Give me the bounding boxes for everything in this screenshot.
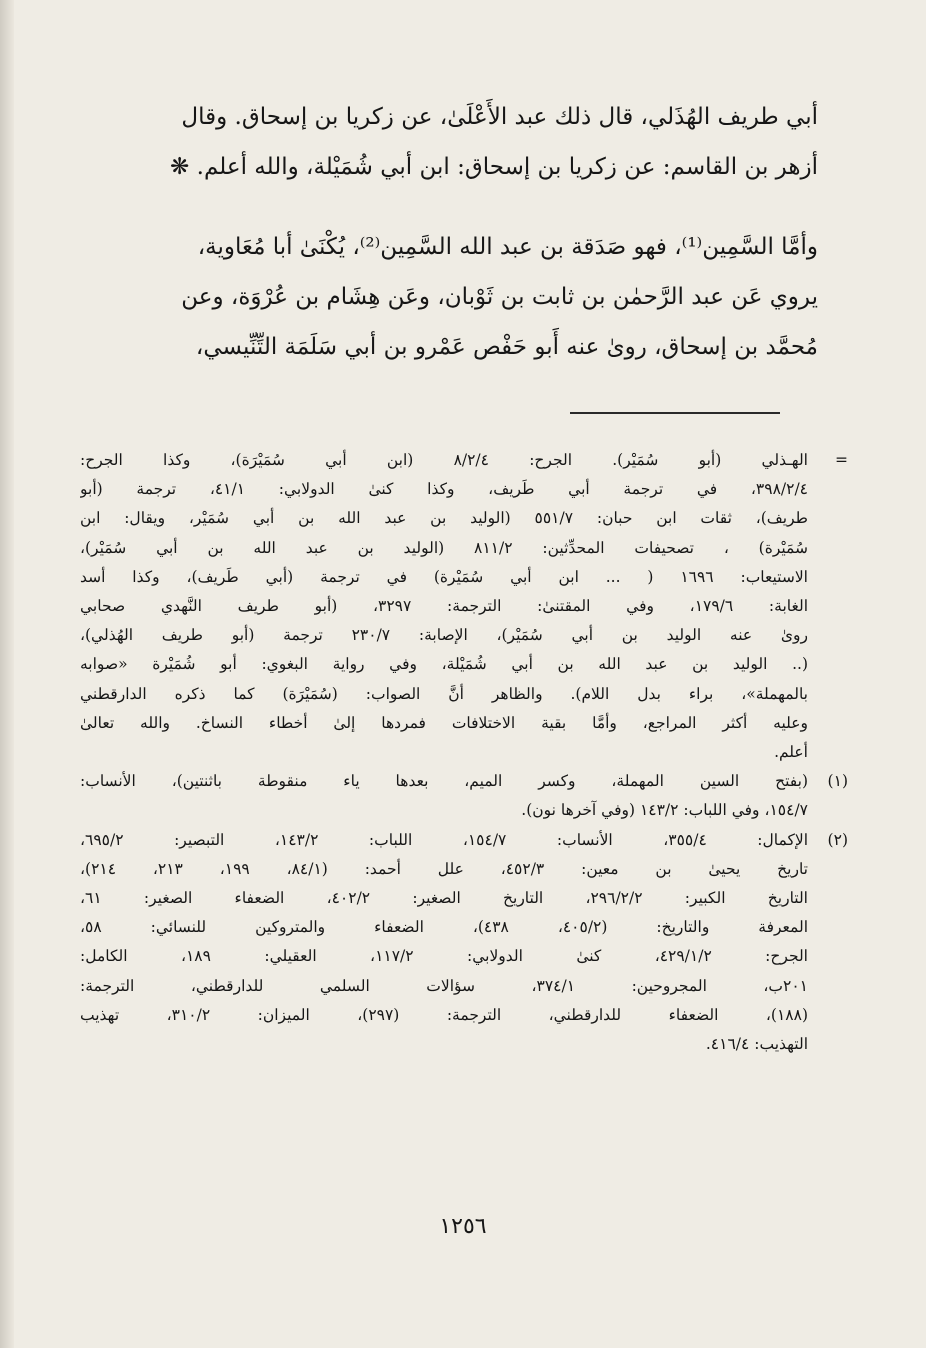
footnote-line: التاريخ الكبير: ٢٩٦/٢/٢، التاريخ الصغير: ٤٠٢/٢، الضعفاء الصغير: ٦١، xyxy=(80,889,808,908)
footnote-line: ٣٩٨/٢/٤، في ترجمة أبي طَريف، وكذا كنىٰ الدولابي: ٤١/١، ترجمة (أبو xyxy=(80,480,808,499)
footnote-1 xyxy=(80,767,848,825)
main-line: أزهر بن القاسم: عن زكريا بن إسحاق: ابن أبي شُمَيْلة، والله أعلم. ❋ xyxy=(170,154,818,180)
footnote-line: سُمَيْرة) ، تصحيفات المحدِّثين: ٨١١/٢ (الوليد بن عبد الله بن أبي سُمَيْر)، xyxy=(80,538,808,557)
footnote-body xyxy=(80,767,808,825)
footnote-line: الهـذلي (أبو سُمَيْر). الجرح: ٨/٢/٤ (ابن أبي سُمَيْرَة)، وكذا الجرح: xyxy=(80,451,808,469)
main-line: وأمَّا السَّمِين⁽¹⁾، فهو صَدَقة بن عبد الله السَّمِين⁽²⁾، يُكْنَىٰ أبا مُعَاوية، xyxy=(197,234,818,260)
footnotes xyxy=(80,446,848,1059)
footnote-line: الإكمال: ٣٥٥/٤، الأنساب: ١٥٤/٧، اللباب: ١٤٣/٢، التبصير: ٦٩٥/٢، xyxy=(80,830,808,849)
footnote-line: التهذيب: ٤١٦/٤. xyxy=(705,1035,808,1054)
footnote-line: وعليه أكثر المراجع، وأمَّا بقية الاختلافات فمردها إلىٰ أخطاء النساخ. والله تعالىٰ xyxy=(80,713,808,732)
footnote-line: الغابة: ١٧٩/٦، وفي المقتنىٰ: الترجمة: ٣٢٩٧، (أبو طريف النَّهدي صحابي xyxy=(80,597,808,616)
footnote-marker: = xyxy=(835,451,848,469)
footnote-line: (١٨٨)، الضعفاء للدارقطني، الترجمة: (٢٩٧)، الميزان: ٣١٠/٢، تهذيب xyxy=(80,1005,808,1024)
footnote-continued xyxy=(80,446,848,767)
footnote-marker: (٢) xyxy=(827,830,848,849)
footnote-body xyxy=(80,446,808,767)
footnote-line: المعرفة والتاريخ: (٤٠٥/٢، ٤٣٨)، الضعفاء والمتروكين للنسائي: ٥٨، xyxy=(80,918,808,937)
footnote-body xyxy=(80,826,808,1060)
footnote-line: (.. الوليد بن عبد الله بن أبي شُمَيْلة، وفي رواية البغوي: أبو شُمَيْرة «صوابه xyxy=(80,655,808,674)
footnote-line: (بفتح السين المهملة، وكسر الميم، بعدها ياء منقوطة باثنتين)، الأنساب: xyxy=(80,772,808,791)
footnote-line: ٢٠١ب، المجروحين: ٣٧٤/١، سؤالات السلمي للدارقطني، الترجمة: xyxy=(80,976,808,995)
footnote-line: بالمهملة»، براء بدل اللام). والظاهر أنَّ الصواب: (سُمَيْرَة) كما ذكره الدارقطني xyxy=(80,684,808,703)
footnote-2 xyxy=(80,826,848,1060)
main-line: يروي عَن عبد الرَّحمٰن بن ثابت بن ثَوْبان، وعَن هِشَام بن عُرْوَة، وعن xyxy=(181,284,818,310)
paragraph-gap xyxy=(80,192,818,222)
page-number: ١٢٥٦ xyxy=(439,1214,487,1239)
footnote-line: ١٥٤/٧، وفي اللباب: ١٤٣/٢ (وفي آخرها نون). xyxy=(521,801,808,820)
footnote-line: أعلم. xyxy=(774,743,808,762)
footnote-line: طريف)، ثقات ابن حبان: ٥٥١/٧ (الوليد بن عبد الله بن أبي سُمَيْر، ويقال: ابن xyxy=(80,509,808,528)
footnote-line: الجرح: ٤٢٩/١/٢، كنىٰ الدولابي: ١١٧/٢، العقيلي: ١٨٩، الكامل: xyxy=(80,947,808,966)
main-text xyxy=(80,92,818,372)
footnote-marker: (١) xyxy=(827,772,848,791)
footnote-line: روىٰ عنه الوليد بن أبي سُمَيْر)، الإصابة: ٢٣٠/٧ ترجمة (أبو طريف الهُذلي)، xyxy=(80,626,808,645)
footnote-line: الاستيعاب: ١٦٩٦ ( ... ابن أبي سُمَيْرة) في ترجمة (أبي طَريف)، وكذا أسد xyxy=(80,567,808,586)
main-line: أبي طريف الهُذَلي، قال ذلك عبد الأَعْلَىٰ، عن زكريا بن إسحاق. وقال xyxy=(181,104,818,130)
footnote-separator xyxy=(570,412,780,414)
main-line: مُحمَّد بن إسحاق، روىٰ عنه أَبو حَفْص عَمْرو بن أبي سَلَمَة التِّنِّيسي، xyxy=(195,334,818,360)
page-fold-shadow xyxy=(0,0,14,1348)
footnote-line: تاريخ يحيىٰ بن معين: ٤٥٢/٣، علل أحمد: (٨٤/١، ١٩٩، ٢١٣، ٢١٤)، xyxy=(80,859,808,878)
